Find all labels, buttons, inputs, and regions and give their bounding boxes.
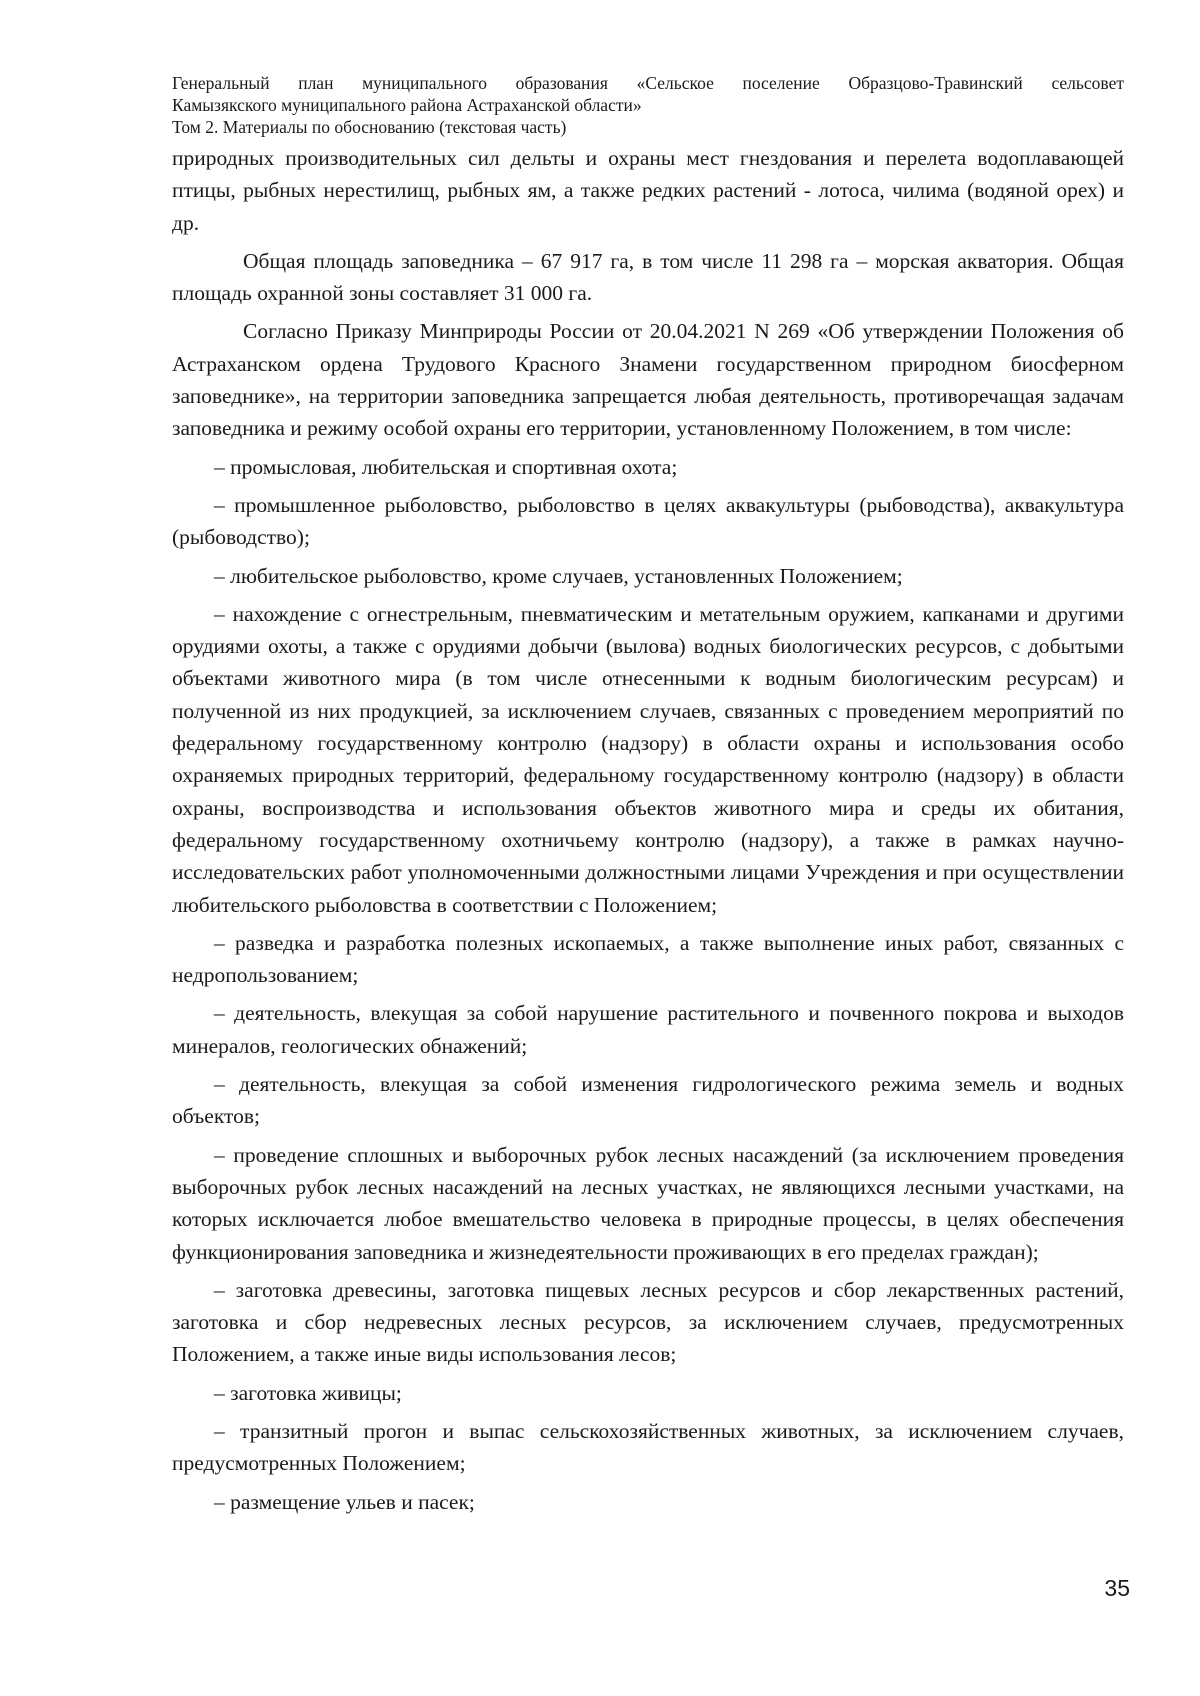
list-item: – проведение сплошных и выборочных рубок лесных насаждений (за исключением проведения выборочных рубок лесных насаждений на лесных участках, не являющихся лесными участками, на которых исключается любое вмешательство человека в природные процессы, в целях обеспечения функционирования заповедника и жизнедеятельности проживающих в его пределах граждан); <box>172 1142 1124 1264</box>
list-item: – заготовка древесины, заготовка пищевых лесных ресурсов и сбор лекарственных растений, заготовка и сбор недревесных лесных ресурсов, за исключением случаев, предусмотренных Положением, а также иные виды использования лесов; <box>172 1277 1124 1367</box>
list-item: – транзитный прогон и выпас сельскохозяйственных животных, за исключением случаев, предусмотренных Положением; <box>172 1418 1124 1476</box>
running-header <box>172 72 1124 138</box>
order-paragraph: Согласно Приказу Минприроды России от 20.04.2021 N 269 «Об утверждении Положения об Астраханском ордена Трудового Красного Знамени государственном природном биосферном заповеднике», на территории заповедника запрещается любая деятельность, противоречащая задачам заповедника и режиму особой охраны его территории, установленному Положением, в том числе: <box>172 319 1124 441</box>
list-item: – деятельность, влекущая за собой нарушение растительного и почвенного покрова и выходов минералов, геологических обнажений; <box>172 1001 1124 1058</box>
header-line-volume: Том 2. Материалы по обоснованию (текстовая часть) <box>172 117 567 137</box>
list-item: – промысловая, любительская и спортивная охота; <box>214 454 678 479</box>
header-line-district: Камызякского муниципального района Астраханской области» <box>172 95 642 115</box>
list-item: – размещение ульев и пасек; <box>214 1489 475 1514</box>
area-paragraph: Общая площадь заповедника – 67 917 га, в том числе 11 298 га – морская акватория. Общая площадь охранной зоны составляет 31 000 га. <box>172 248 1124 306</box>
page-number: 35 <box>1104 1575 1130 1601</box>
continuation-paragraph: природных производительных сил дельты и охраны мест гнездования и перелета водоплавающей птицы, рыбных нерестилищ, рыбных ям, а также редких растений - лотоса, чилима (водяной орех) и др. <box>172 146 1124 235</box>
list-item: – промышленное рыболовство, рыболовство в целях аквакультуры (рыбоводства), аквакультура (рыбоводство); <box>172 492 1124 550</box>
list-item: – нахождение с огнестрельным, пневматическим и метательным оружием, капканами и другими орудиями охоты, а также с орудиями добычи (вылова) водных биологических ресурсов, с добытыми объектами животного мира (в том числе отнесенными к водным биологическим ресурсам) и полученной из них продукцией, за исключением случаев, связанных с проведением мероприятий по федеральному государственному контролю (надзору) в области охраны и использования особо охраняемых природных территорий, федеральному государственному контролю (надзору) в области охраны, воспроизводства и использования объектов животного мира и среды их обитания, федеральному государственному охотничьему контролю (надзору), а также в рамках научно-исследовательских работ уполномоченными должностными лицами Учреждения и при осуществлении любительского рыболовства в соответствии с Положением; <box>172 601 1124 917</box>
header-line-plan-title: Генеральный план муниципального образования «Сельское поселение Образцово-Травинский сельсовет <box>172 73 1124 93</box>
list-item: – заготовка живицы; <box>214 1380 402 1405</box>
list-item: – любительское рыболовство, кроме случаев, установленных Положением; <box>214 563 903 588</box>
document-body <box>172 142 1124 1518</box>
list-item: – деятельность, влекущая за собой изменения гидрологического режима земель и водных объектов; <box>172 1072 1124 1129</box>
list-item: – разведка и разработка полезных ископаемых, а также выполнение иных работ, связанных с недропользованием; <box>172 930 1124 988</box>
